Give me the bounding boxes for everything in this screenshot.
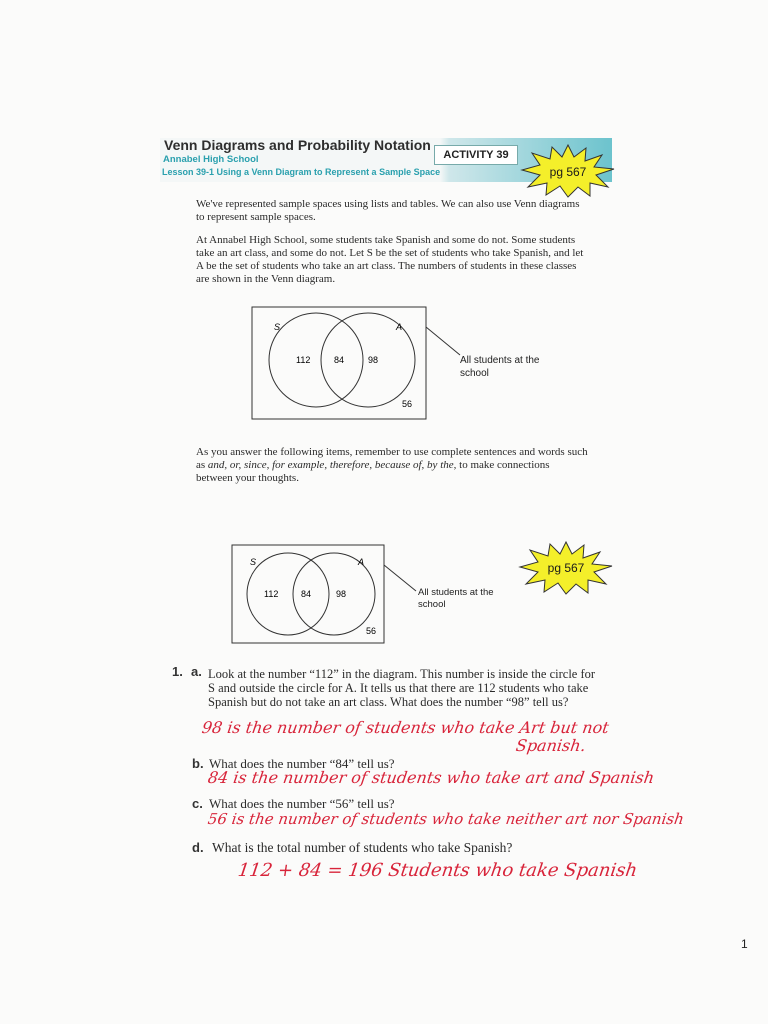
page-badge-starburst <box>520 143 616 199</box>
neither-count: 56 <box>366 626 377 636</box>
worksheet-title: Venn Diagrams and Probability Notation <box>164 137 431 153</box>
question-a-text: Look at the number “112” in the diagram. This number is inside the circle for S and outside the circle for A. It tells us that there are 112 students who take Spanish but do not take an art class. What does the number “98” tell us? <box>208 667 596 709</box>
question-b-text: What does the number “84” tell us? <box>209 756 395 771</box>
school-name: Annabel High School <box>163 154 259 165</box>
page-badge-2-text: pg 567 <box>547 561 585 575</box>
instructions-suffix: to make connections between your thoughts. <box>196 459 550 484</box>
question-d-letter: d. <box>192 840 204 855</box>
instructions-paragraph <box>196 446 588 485</box>
only-art-count: 98 <box>368 355 379 365</box>
intro-paragraph-2: At Annabel High School, some students take Spanish and some do not. Some students take an art class, and some do not. Let S be the set of students who take Spanish, and let A be the set of students who take an art class. The numbers of students in these classes are shown in the Venn diagram. <box>196 234 584 285</box>
only-spanish-count: 112 <box>296 355 311 365</box>
answer-d: 112 + 84 = 196 Students who take Spanish <box>236 860 639 881</box>
answer-c: 56 is the number of students who take neither art nor Spanish <box>206 810 686 828</box>
only-art-count: 98 <box>336 589 347 599</box>
question-d-text: What is the total number of students who take Spanish? <box>212 840 513 855</box>
intro-paragraph-1: We've represented sample spaces using lists and tables. We can also use Venn diagrams to represent sample spaces. <box>196 198 580 223</box>
question-b-letter: b. <box>192 756 204 771</box>
venn-callout-2: All students at the school <box>418 587 494 610</box>
lesson-title: Lesson 39-1 Using a Venn Diagram to Represent a Sample Space <box>162 167 441 177</box>
venn-diagram-2 <box>230 543 430 647</box>
neither-count: 56 <box>402 399 413 409</box>
question-c-letter: c. <box>192 796 203 811</box>
set-a-label: A <box>358 557 365 567</box>
venn-callout-1: All students at the school <box>460 355 540 379</box>
page-badge-text: pg 567 <box>549 165 587 179</box>
page-badge-starburst-2 <box>518 540 614 596</box>
page-number: 1 <box>741 937 748 951</box>
question-a-letter: a. <box>191 664 202 679</box>
both-count: 84 <box>334 355 345 365</box>
answer-b: 84 is the number of students who take art and Spanish <box>206 768 656 787</box>
question-number: 1. <box>172 664 183 679</box>
both-count: 84 <box>301 589 312 599</box>
set-s-label: S <box>274 322 281 332</box>
set-a-label: A <box>396 322 403 332</box>
only-spanish-count: 112 <box>264 589 279 599</box>
activity-label: ACTIVITY 39 <box>434 145 518 165</box>
instructions-words: and, or, since, for example, therefore, because of, by the, <box>207 459 457 471</box>
answer-a-line-2: Spanish. <box>514 736 588 755</box>
answer-a-line-1: 98 is the number of students who take Art but not <box>200 718 611 737</box>
question-c-text: What does the number “56” tell us? <box>209 796 395 811</box>
set-s-label: S <box>250 557 257 567</box>
instructions-prefix: As you answer the following items, remember to use complete sentences and words such as <box>196 446 588 471</box>
